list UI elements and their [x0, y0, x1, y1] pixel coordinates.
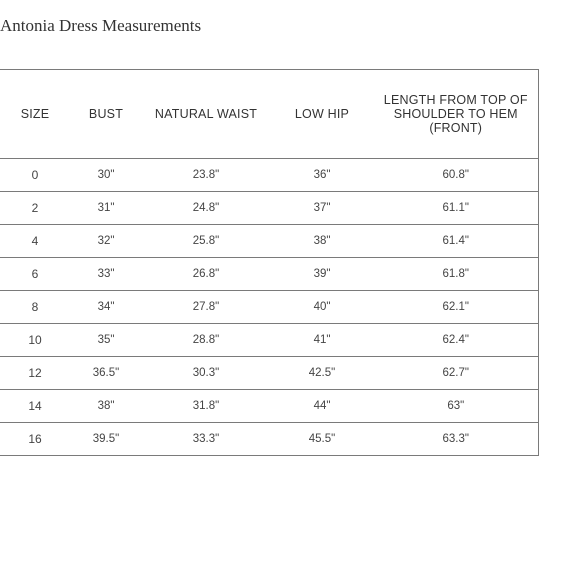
cell-low-hip: 40"	[270, 291, 374, 324]
cell-natural-waist: 23.8"	[142, 159, 270, 192]
cell-size: 12	[0, 357, 70, 390]
header-length: LENGTH FROM TOP OF SHOULDER TO HEM (FRONT)	[374, 70, 538, 159]
cell-length: 63"	[374, 390, 538, 423]
cell-low-hip: 42.5"	[270, 357, 374, 390]
table-row	[0, 225, 538, 258]
cell-length: 61.8"	[374, 258, 538, 291]
cell-low-hip: 44"	[270, 390, 374, 423]
cell-low-hip: 39"	[270, 258, 374, 291]
table-row	[0, 291, 538, 324]
cell-length: 62.7"	[374, 357, 538, 390]
cell-natural-waist: 30.3"	[142, 357, 270, 390]
cell-size: 2	[0, 192, 70, 225]
cell-bust: 38"	[70, 390, 142, 423]
page-title: Antonia Dress Measurements	[0, 16, 202, 35]
cell-natural-waist: 28.8"	[142, 324, 270, 357]
cell-natural-waist: 27.8"	[142, 291, 270, 324]
cell-bust: 36.5"	[70, 357, 142, 390]
cell-low-hip: 37"	[270, 192, 374, 225]
cell-length: 62.1"	[374, 291, 538, 324]
cell-size: 6	[0, 258, 70, 291]
table-row	[0, 258, 538, 291]
table-header-row	[0, 70, 538, 159]
cell-bust: 33"	[70, 258, 142, 291]
cell-low-hip: 36"	[270, 159, 374, 192]
cell-bust: 31"	[70, 192, 142, 225]
cell-size: 4	[0, 225, 70, 258]
cell-length: 61.1"	[374, 192, 538, 225]
cell-size: 10	[0, 324, 70, 357]
cell-length: 60.8"	[374, 159, 538, 192]
cell-bust: 30"	[70, 159, 142, 192]
header-size: SIZE	[0, 70, 70, 159]
cell-length: 61.4"	[374, 225, 538, 258]
measurements-table	[0, 69, 539, 456]
cell-natural-waist: 26.8"	[142, 258, 270, 291]
cell-natural-waist: 31.8"	[142, 390, 270, 423]
cell-low-hip: 38"	[270, 225, 374, 258]
cell-natural-waist: 24.8"	[142, 192, 270, 225]
cell-bust: 35"	[70, 324, 142, 357]
cell-size: 0	[0, 159, 70, 192]
cell-length: 62.4"	[374, 324, 538, 357]
cell-size: 8	[0, 291, 70, 324]
cell-size: 16	[0, 423, 70, 456]
table-row	[0, 390, 538, 423]
table-row	[0, 357, 538, 390]
cell-bust: 39.5"	[70, 423, 142, 456]
cell-low-hip: 41"	[270, 324, 374, 357]
header-low-hip: LOW HIP	[270, 70, 374, 159]
cell-bust: 32"	[70, 225, 142, 258]
header-bust: BUST	[70, 70, 142, 159]
cell-natural-waist: 25.8"	[142, 225, 270, 258]
table-row	[0, 324, 538, 357]
cell-length: 63.3"	[374, 423, 538, 456]
cell-low-hip: 45.5"	[270, 423, 374, 456]
cell-natural-waist: 33.3"	[142, 423, 270, 456]
table-row	[0, 159, 538, 192]
header-natural-waist: NATURAL WAIST	[142, 70, 270, 159]
cell-bust: 34"	[70, 291, 142, 324]
table-row	[0, 423, 538, 456]
table-row	[0, 192, 538, 225]
cell-size: 14	[0, 390, 70, 423]
